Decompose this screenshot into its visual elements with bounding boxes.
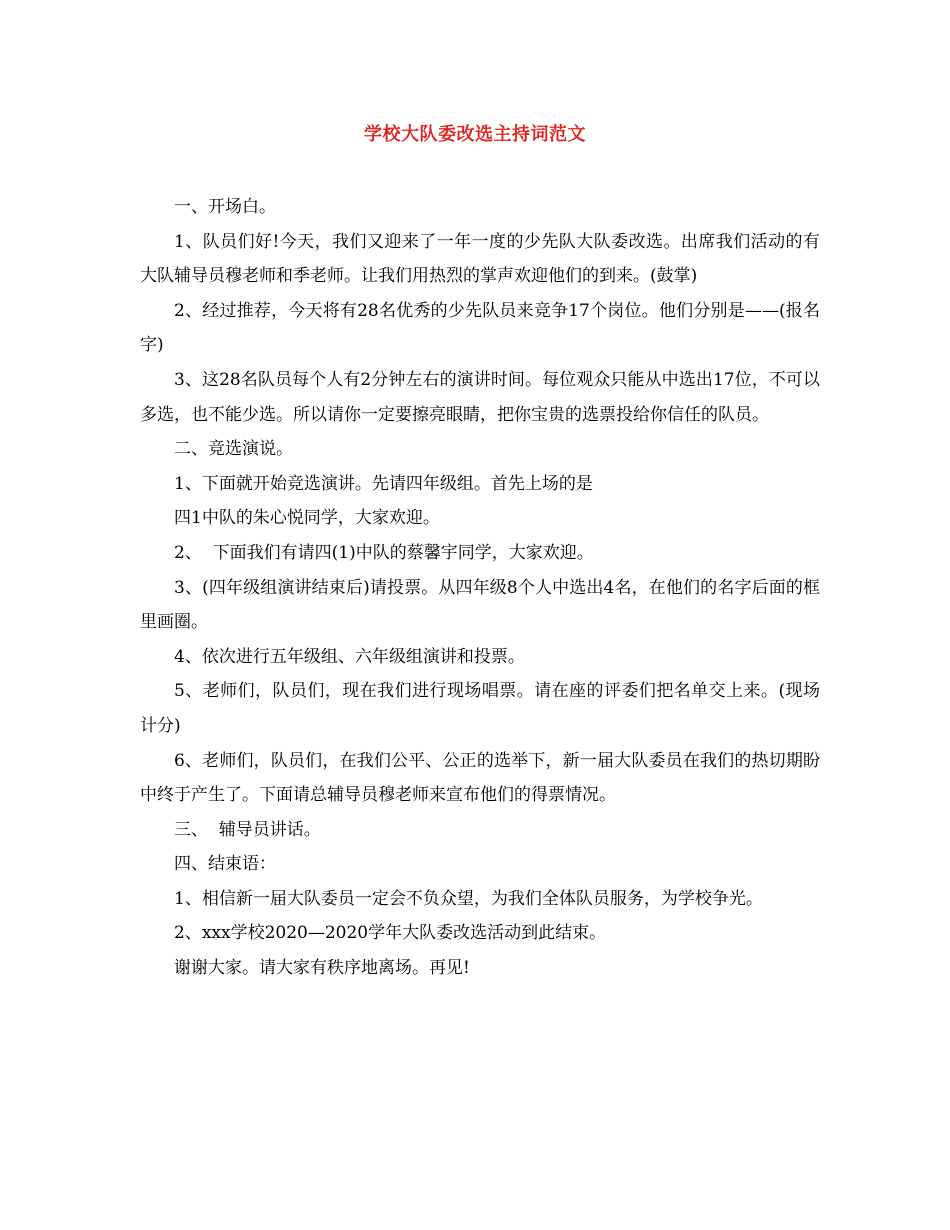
paragraph: 四、结束语：	[174, 854, 276, 875]
paragraph: 1、相信新一届大队委员一定会不负众望，为我们全体队员服务，为学校争光。	[174, 888, 763, 909]
paragraph: 1、队员们好!今天，我们又迎来了一年一度的少先队大队委改选。出席我们活动的有大队辅导员穆老师和季老师。让我们用热烈的掌声欢迎他们的到来。(鼓掌)	[140, 231, 820, 287]
paragraph: 4、依次进行五年级组、六年级组演讲和投票。	[174, 646, 525, 667]
paragraph: 6、老师们，队员们，在我们公平、公正的选举下，新一届大队委员在我们的热切期盼中终于产生了。下面请总辅导员穆老师来宣布他们的得票情况。	[140, 750, 820, 806]
paragraph: 5、老师们，队员们，现在我们进行现场唱票。请在座的评委们把名单交上来。(现场计分)	[140, 681, 820, 736]
paragraph: 1、下面就开始竞选演讲。先请四年级组。首先上场的是	[174, 473, 593, 494]
paragraph: 2、 下面我们有请四(1)中队的蔡馨宇同学，大家欢迎。	[174, 542, 594, 563]
paragraph: 二、竞选演说。	[174, 439, 293, 460]
document-body	[140, 190, 820, 986]
paragraph: 谢谢大家。请大家有秩序地离场。再见!	[174, 958, 470, 979]
paragraph: 四1中队的朱心悦同学，大家欢迎。	[174, 508, 440, 529]
paragraph: 三、 辅导员讲话。	[174, 819, 321, 840]
document-title: 学校大队委改选主持词范文	[364, 124, 586, 145]
paragraph: 3、这28名队员每个人有2分钟左右的演讲时间。每位观众只能从中选出17位，不可以多选，也不能少选。所以请你一定要擦亮眼睛，把你宝贵的选票投给你信任的队员。	[140, 369, 820, 425]
paragraph: 2、经过推荐，今天将有28名优秀的少先队员来竞争17个岗位。他们分别是——(报名字)	[140, 300, 820, 356]
paragraph: 3、(四年级组演讲结束后)请投票。从四年级8个人中选出4名，在他们的名字后面的框里画圈。	[140, 577, 820, 633]
paragraph: 2、xxx学校2020—2020学年大队委改选活动到此结束。	[174, 923, 607, 944]
paragraph: 一、开场白。	[174, 197, 276, 217]
